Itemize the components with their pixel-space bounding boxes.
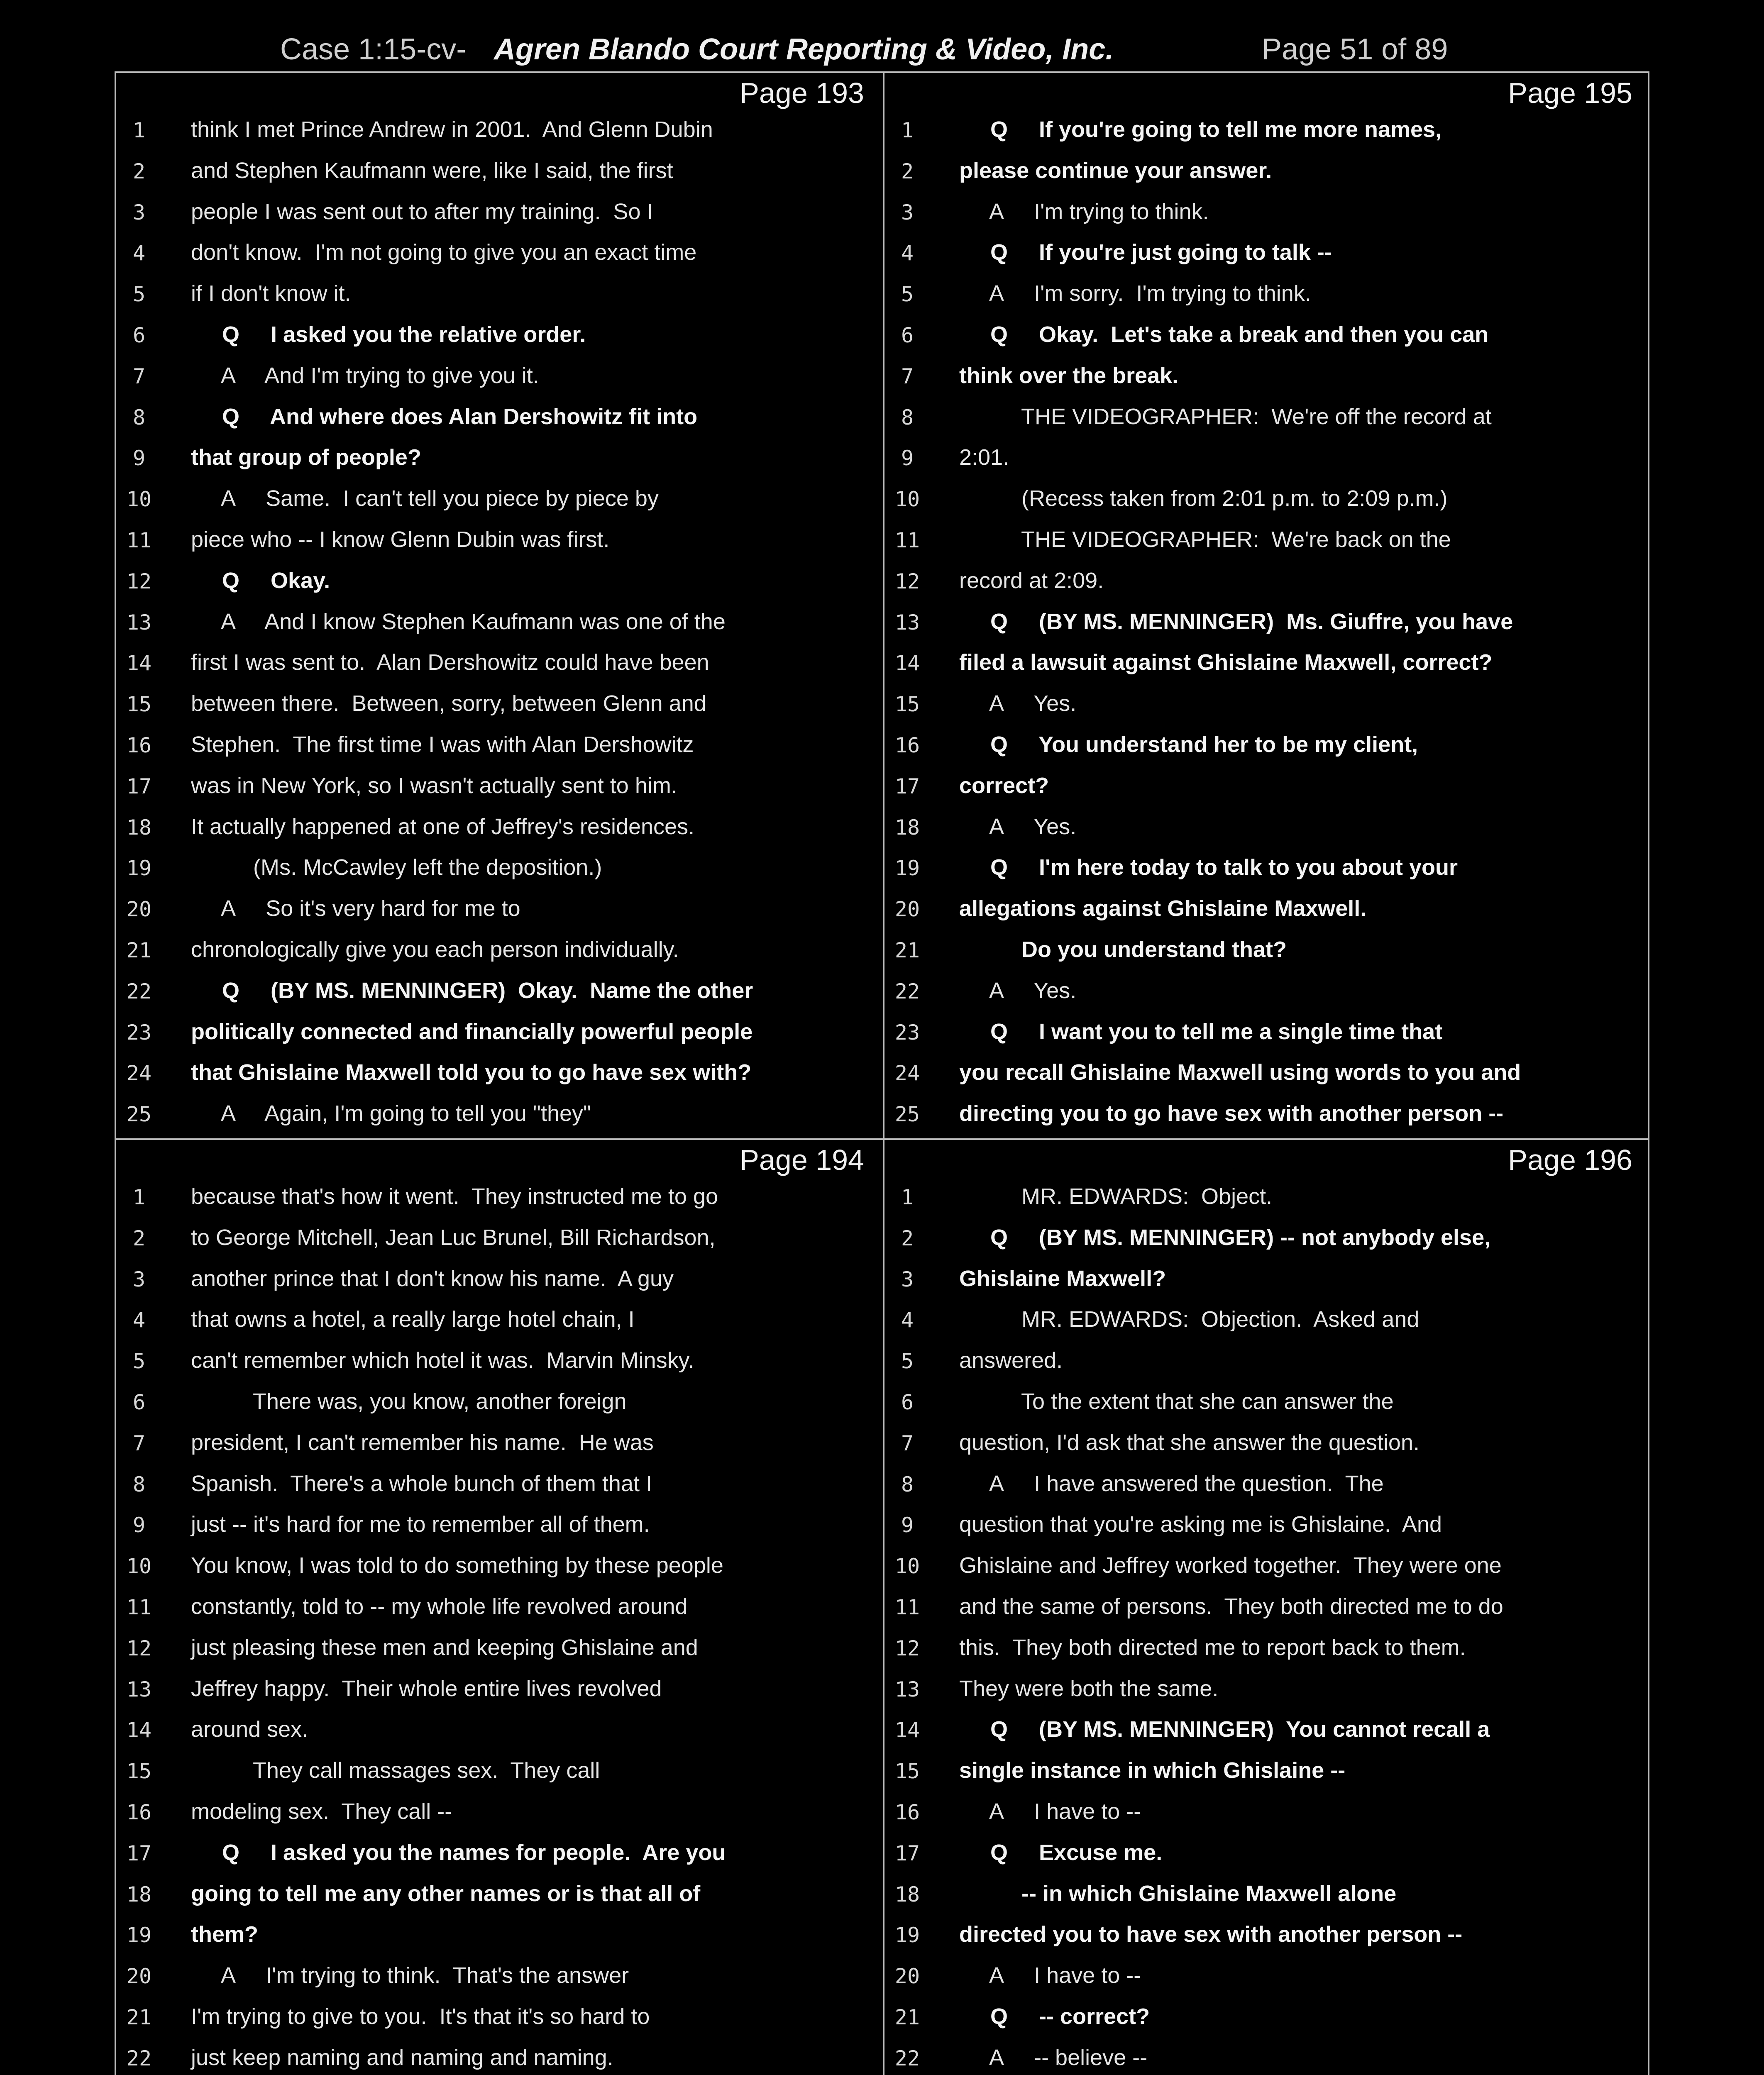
transcript-line <box>884 481 1651 522</box>
line-text: you recall Ghislaine Maxwell using words to you and <box>959 1060 1521 1085</box>
line-number: 23 <box>126 1020 152 1045</box>
transcript-line <box>116 359 882 400</box>
transcript-line <box>884 1794 1651 1836</box>
line-number: 15 <box>126 1759 152 1784</box>
line-text: A I have to -- <box>959 1799 1141 1824</box>
line-number: 21 <box>894 938 920 962</box>
line-text: them? <box>191 1922 258 1947</box>
line-number: 14 <box>894 651 920 676</box>
line-number: 17 <box>126 1841 152 1865</box>
line-text: Do you understand that? <box>959 937 1287 962</box>
line-number: 25 <box>126 1102 152 1127</box>
transcript-line <box>884 1672 1651 1713</box>
transcript-line <box>116 195 882 236</box>
line-text: Q Okay. Let's take a break and then you can <box>959 322 1489 347</box>
line-number: 5 <box>132 1349 146 1374</box>
transcript-line <box>116 686 882 727</box>
transcript-line <box>116 605 882 646</box>
transcript-line <box>116 1343 882 1384</box>
line-number: 8 <box>132 405 146 430</box>
transcript-line <box>884 1179 1651 1221</box>
line-number: 9 <box>901 446 914 471</box>
transcript-line <box>116 645 882 686</box>
transcript-line <box>884 1096 1651 1138</box>
transcript-line <box>116 522 882 564</box>
line-text: president, I can't remember his name. He was <box>191 1430 654 1455</box>
line-text: 2:01. <box>959 445 1009 470</box>
transcript-line <box>884 1343 1651 1384</box>
transcript-line <box>884 686 1651 727</box>
transcript-line <box>884 1836 1651 1877</box>
transcript-line <box>116 1589 882 1631</box>
line-number: 21 <box>126 2005 152 2029</box>
line-number: 6 <box>901 1390 914 1414</box>
transcript-lines <box>884 1179 1651 2075</box>
line-text: I'm trying to give to you. It's that it's so hard to <box>191 2004 650 2029</box>
line-number: 20 <box>126 1964 152 1989</box>
line-text: and Stephen Kaufmann were, like I said, the first <box>191 158 673 183</box>
line-text: It actually happened at one of Jeffrey's residences. <box>191 814 695 839</box>
line-number: 3 <box>132 200 146 225</box>
line-text: this. They both directed me to report back to them. <box>959 1635 1466 1660</box>
transcript-line <box>116 1055 882 1096</box>
line-number: 16 <box>126 1800 152 1824</box>
transcript-line <box>116 1877 882 1918</box>
line-number: 7 <box>132 1431 146 1455</box>
line-number: 12 <box>894 569 920 593</box>
line-text: record at 2:09. <box>959 568 1104 593</box>
transcript-line <box>116 850 882 891</box>
transcript-line <box>116 1836 882 1877</box>
line-number: 14 <box>126 1718 152 1743</box>
transcript-line <box>884 276 1651 317</box>
line-text: another prince that I don't know his name. A guy <box>191 1266 674 1291</box>
line-text: can't remember which hotel it was. Marvin Minsky. <box>191 1348 694 1373</box>
case-number: Case 1:15-cv- <box>280 33 467 66</box>
line-number: 16 <box>894 1800 920 1824</box>
line-number: 6 <box>132 1390 146 1414</box>
transcript-line <box>116 1631 882 1672</box>
transcript-line <box>116 1426 882 1467</box>
line-number: 2 <box>132 1226 146 1250</box>
line-text: because that's how it went. They instructed me to go <box>191 1184 718 1209</box>
line-text: Q And where does Alan Dershowitz fit into <box>191 404 698 429</box>
line-text: A I'm trying to think. That's the answer <box>191 1963 629 1988</box>
line-number: 19 <box>894 856 920 881</box>
transcript-line <box>884 564 1651 605</box>
line-number: 17 <box>894 774 920 798</box>
line-number: 21 <box>126 938 152 962</box>
transcript-line <box>884 154 1651 195</box>
line-number: 2 <box>132 159 146 183</box>
line-text: A Yes. <box>959 978 1077 1003</box>
line-number: 12 <box>126 569 152 593</box>
transcript-line <box>116 235 882 276</box>
reporting-firm: Agren Blando Court Reporting & Video, Inc. <box>494 33 1114 66</box>
line-number: 10 <box>126 1554 152 1579</box>
transcript-line <box>116 400 882 441</box>
page-number-label: Page 193 <box>740 77 864 109</box>
line-number: 18 <box>126 815 152 840</box>
line-text: directing you to go have sex with another person -- <box>959 1101 1504 1126</box>
line-text: A Yes. <box>959 691 1077 716</box>
line-text: that owns a hotel, a really large hotel chain, I <box>191 1307 635 1332</box>
transcript-line <box>116 810 882 851</box>
transcript-line <box>884 440 1651 481</box>
line-text: They were both the same. <box>959 1676 1219 1701</box>
transcript-line <box>116 1467 882 1508</box>
line-text: around sex. <box>191 1717 308 1742</box>
line-number: 17 <box>126 774 152 798</box>
line-text: answered. <box>959 1348 1063 1373</box>
line-text: A I'm trying to think. <box>959 199 1209 224</box>
line-text: between there. Between, sorry, between Glenn and <box>191 691 706 716</box>
transcript-line <box>884 522 1651 564</box>
transcript-line <box>116 1712 882 1753</box>
transcript-line <box>884 933 1651 974</box>
line-number: 25 <box>894 1102 920 1127</box>
line-number: 8 <box>901 405 914 430</box>
transcript-line <box>116 481 882 522</box>
line-number: 17 <box>894 1841 920 1865</box>
page-count: Page 51 of 89 <box>1262 33 1448 66</box>
line-number: 4 <box>901 1308 914 1333</box>
line-text: just keep naming and naming and naming. <box>191 2045 613 2070</box>
transcript-line <box>116 1302 882 1343</box>
transcript-line <box>116 1999 882 2041</box>
line-number: 11 <box>126 528 152 552</box>
transcript-line <box>884 112 1651 154</box>
transcript-line <box>884 2041 1651 2075</box>
line-number: 15 <box>894 692 920 717</box>
line-number: 10 <box>126 487 152 512</box>
line-text: think I met Prince Andrew in 2001. And Glenn Dubin <box>191 117 713 142</box>
line-number: 10 <box>894 487 920 512</box>
transcript-line <box>116 1753 882 1794</box>
line-text: politically connected and financially powerful people <box>191 1019 753 1044</box>
transcript-line <box>116 769 882 810</box>
line-number: 8 <box>901 1472 914 1496</box>
transcript-line <box>884 1712 1651 1753</box>
line-text: MR. EDWARDS: Object. <box>959 1184 1273 1209</box>
transcript-line <box>116 727 882 769</box>
line-text: modeling sex. They call -- <box>191 1799 452 1824</box>
line-number: 2 <box>901 1226 914 1250</box>
line-text: please continue your answer. <box>959 158 1272 183</box>
line-text: that group of people? <box>191 445 421 470</box>
transcript-line <box>884 891 1651 933</box>
transcript-line <box>884 850 1651 891</box>
transcript-line <box>884 727 1651 769</box>
line-text: A I'm sorry. I'm trying to think. <box>959 281 1311 306</box>
line-text: chronologically give you each person individually. <box>191 937 679 962</box>
line-text: Q I asked you the names for people. Are you <box>191 1840 726 1865</box>
transcript-page-195 <box>884 73 1651 1138</box>
line-text: think over the break. <box>959 363 1179 388</box>
line-number: 18 <box>894 1882 920 1907</box>
line-number: 4 <box>132 241 146 266</box>
transcript-line <box>884 974 1651 1015</box>
line-text: single instance in which Ghislaine -- <box>959 1758 1346 1783</box>
transcript-line <box>116 1179 882 1221</box>
line-number: 19 <box>894 1923 920 1948</box>
line-number: 3 <box>132 1267 146 1291</box>
line-text: first I was sent to. Alan Dershowitz could have been <box>191 650 709 675</box>
transcript-line <box>884 1015 1651 1056</box>
line-number: 5 <box>132 282 146 307</box>
line-text: Ghislaine Maxwell? <box>959 1266 1166 1291</box>
line-text: and the same of persons. They both directed me to do <box>959 1594 1503 1619</box>
transcript-line <box>884 645 1651 686</box>
line-number: 22 <box>126 979 152 1003</box>
line-number: 6 <box>901 323 914 347</box>
transcript-page-196 <box>884 1140 1651 2075</box>
transcript-line <box>116 1958 882 1999</box>
line-text: filed a lawsuit against Ghislaine Maxwell, correct? <box>959 650 1493 675</box>
line-text: A -- believe -- <box>959 2045 1148 2070</box>
transcript-line <box>884 1548 1651 1589</box>
transcript-line <box>116 974 882 1015</box>
transcript-line <box>116 1794 882 1836</box>
line-text: Q (BY MS. MENNINGER) Okay. Name the other <box>191 978 753 1003</box>
transcript-line <box>116 317 882 359</box>
transcript-line <box>884 1467 1651 1508</box>
line-text: question that you're asking me is Ghislaine. And <box>959 1512 1442 1537</box>
line-number: 20 <box>894 897 920 922</box>
line-text: just pleasing these men and keeping Ghislaine and <box>191 1635 698 1660</box>
transcript-line <box>116 2041 882 2075</box>
line-number: 13 <box>894 1677 920 1702</box>
line-number: 1 <box>132 118 146 142</box>
line-text: (Ms. McCawley left the deposition.) <box>191 855 602 880</box>
page-number-label: Page 196 <box>1508 1144 1632 1176</box>
transcript-line <box>884 400 1651 441</box>
line-number: 5 <box>901 1349 914 1374</box>
line-text: Q If you're going to tell me more names, <box>959 117 1442 142</box>
line-text: A And I'm trying to give you it. <box>191 363 539 388</box>
line-text: THE VIDEOGRAPHER: We're back on the <box>959 527 1451 552</box>
page-number-label: Page 195 <box>1508 77 1632 109</box>
line-text: Spanish. There's a whole bunch of them that I <box>191 1471 652 1496</box>
line-number: 6 <box>132 323 146 347</box>
line-text: Jeffrey happy. Their whole entire lives revolved <box>191 1676 662 1701</box>
transcript-lines <box>116 1179 882 2075</box>
line-number: 5 <box>901 282 914 307</box>
line-number: 13 <box>894 610 920 635</box>
transcript-line <box>116 933 882 974</box>
transcript-line <box>116 1548 882 1589</box>
line-text: Q I want you to tell me a single time that <box>959 1019 1443 1044</box>
line-text: Q Okay. <box>191 568 330 593</box>
transcript-line <box>884 1589 1651 1631</box>
transcript-line <box>116 154 882 195</box>
transcript-line <box>884 769 1651 810</box>
transcript-line <box>884 1055 1651 1096</box>
transcript-line <box>884 1262 1651 1303</box>
transcript-line <box>884 1917 1651 1958</box>
transcript-line <box>116 1507 882 1548</box>
transcript-line <box>884 605 1651 646</box>
line-number: 18 <box>126 1882 152 1907</box>
line-text: There was, you know, another foreign <box>191 1389 627 1414</box>
transcript-line <box>116 440 882 481</box>
transcript-line <box>116 276 882 317</box>
transcript-line <box>116 1917 882 1958</box>
line-text: correct? <box>959 773 1049 798</box>
line-number: 3 <box>901 1267 914 1291</box>
line-text: Q You understand her to be my client, <box>959 732 1418 757</box>
line-text: just -- it's hard for me to remember all of them. <box>191 1512 650 1537</box>
line-number: 24 <box>894 1061 920 1086</box>
transcript-line <box>116 1672 882 1713</box>
line-number: 1 <box>901 118 914 142</box>
line-number: 19 <box>126 1923 152 1948</box>
line-text: directed you to have sex with another person -- <box>959 1922 1463 1947</box>
line-number: 7 <box>901 364 914 388</box>
line-number: 20 <box>126 897 152 922</box>
line-text: Q (BY MS. MENNINGER) Ms. Giuffre, you have <box>959 609 1513 634</box>
transcript-line <box>116 112 882 154</box>
line-text: A Again, I'm going to tell you "they" <box>191 1101 591 1126</box>
line-number: 11 <box>126 1595 152 1619</box>
transcript-line <box>884 1221 1651 1262</box>
line-number: 23 <box>894 1020 920 1045</box>
line-text: if I don't know it. <box>191 281 351 306</box>
transcript-line <box>116 1384 882 1426</box>
line-number: 2 <box>901 159 914 183</box>
line-number: 7 <box>132 364 146 388</box>
line-text: going to tell me any other names or is that all of <box>191 1881 701 1906</box>
line-number: 22 <box>894 2046 920 2070</box>
line-number: 11 <box>894 1595 920 1619</box>
transcript-line <box>116 1221 882 1262</box>
line-text: A I have answered the question. The <box>959 1471 1384 1496</box>
line-number: 4 <box>901 241 914 266</box>
line-text: allegations against Ghislaine Maxwell. <box>959 896 1367 921</box>
transcript-line <box>116 1015 882 1056</box>
transcript-line <box>116 891 882 933</box>
line-number: 22 <box>894 979 920 1003</box>
line-text: A Yes. <box>959 814 1077 839</box>
line-number: 12 <box>894 1636 920 1660</box>
transcript-line <box>884 195 1651 236</box>
line-number: 8 <box>132 1472 146 1496</box>
line-number: 12 <box>126 1636 152 1660</box>
line-number: 11 <box>894 528 920 552</box>
line-text: Q (BY MS. MENNINGER) -- not anybody else, <box>959 1225 1491 1250</box>
line-text: Q -- correct? <box>959 2004 1150 2029</box>
line-text: constantly, told to -- my whole life revolved around <box>191 1594 688 1619</box>
line-text: You know, I was told to do something by these people <box>191 1553 723 1578</box>
line-text: Q If you're just going to talk -- <box>959 240 1332 265</box>
line-text: piece who -- I know Glenn Dubin was first. <box>191 527 610 552</box>
line-text: A Same. I can't tell you piece by piece by <box>191 486 659 511</box>
line-text: A I have to -- <box>959 1963 1141 1988</box>
line-number: 10 <box>894 1554 920 1579</box>
transcript-line <box>884 1426 1651 1467</box>
transcript-line <box>884 1877 1651 1918</box>
line-text: (Recess taken from 2:01 p.m. to 2:09 p.m.) <box>959 486 1448 511</box>
transcript-line <box>884 1631 1651 1672</box>
line-text: to George Mitchell, Jean Luc Brunel, Bill Richardson, <box>191 1225 716 1250</box>
line-text: Stephen. The first time I was with Alan Dershowitz <box>191 732 694 757</box>
line-text: A And I know Stephen Kaufmann was one of the <box>191 609 726 634</box>
line-text: A So it's very hard for me to <box>191 896 520 921</box>
line-number: 4 <box>132 1308 146 1333</box>
transcript-line <box>116 1096 882 1138</box>
transcript-page-194 <box>116 1140 882 2075</box>
line-number: 3 <box>901 200 914 225</box>
transcript-line <box>116 1262 882 1303</box>
line-number: 16 <box>894 733 920 757</box>
page-number-label: Page 194 <box>740 1144 864 1176</box>
line-text: don't know. I'm not going to give you an exact time <box>191 240 697 265</box>
line-number: 1 <box>901 1185 914 1209</box>
line-number: 14 <box>126 651 152 676</box>
line-number: 1 <box>132 1185 146 1209</box>
line-text: question, I'd ask that she answer the question. <box>959 1430 1420 1455</box>
line-text: MR. EDWARDS: Objection. Asked and <box>959 1307 1420 1332</box>
transcript-line <box>884 235 1651 276</box>
line-text: -- in which Ghislaine Maxwell alone <box>959 1881 1397 1906</box>
transcript-lines <box>884 112 1651 1138</box>
line-number: 16 <box>126 733 152 757</box>
transcript-line <box>884 317 1651 359</box>
line-number: 9 <box>901 1513 914 1538</box>
line-number: 24 <box>126 1061 152 1086</box>
line-number: 9 <box>132 1513 146 1538</box>
line-text: Q I'm here today to talk to you about your <box>959 855 1458 880</box>
transcript-line <box>116 564 882 605</box>
line-text: THE VIDEOGRAPHER: We're off the record at <box>959 404 1492 429</box>
line-number: 15 <box>126 692 152 717</box>
line-number: 7 <box>901 1431 914 1455</box>
line-number: 9 <box>132 446 146 471</box>
line-text: Q Excuse me. <box>959 1840 1163 1865</box>
line-number: 14 <box>894 1718 920 1743</box>
line-text: was in New York, so I wasn't actually sent to him. <box>191 773 677 798</box>
transcript-line <box>884 1384 1651 1426</box>
line-number: 18 <box>894 815 920 840</box>
line-text: people I was sent out to after my training. So I <box>191 199 653 224</box>
transcript-lines <box>116 112 882 1138</box>
line-text: that Ghislaine Maxwell told you to go have sex with? <box>191 1060 752 1085</box>
transcript-frame <box>115 71 1649 2075</box>
line-number: 20 <box>894 1964 920 1989</box>
line-text: Q I asked you the relative order. <box>191 322 586 347</box>
transcript-line <box>884 810 1651 851</box>
transcript-line <box>884 1302 1651 1343</box>
transcript-line <box>884 1753 1651 1794</box>
line-number: 13 <box>126 610 152 635</box>
line-number: 13 <box>126 1677 152 1702</box>
line-number: 19 <box>126 856 152 881</box>
transcript-line <box>884 1958 1651 1999</box>
line-text: Ghislaine and Jeffrey worked together. They were one <box>959 1553 1502 1578</box>
transcript-page-193 <box>116 73 882 1138</box>
line-text: Q (BY MS. MENNINGER) You cannot recall a <box>959 1717 1490 1742</box>
transcript-line <box>884 1999 1651 2041</box>
line-number: 21 <box>894 2005 920 2029</box>
line-text: They call massages sex. They call <box>191 1758 600 1783</box>
line-number: 15 <box>894 1759 920 1784</box>
transcript-line <box>884 1507 1651 1548</box>
transcript-line <box>884 359 1651 400</box>
line-number: 22 <box>126 2046 152 2070</box>
line-text: To the extent that she can answer the <box>959 1389 1394 1414</box>
